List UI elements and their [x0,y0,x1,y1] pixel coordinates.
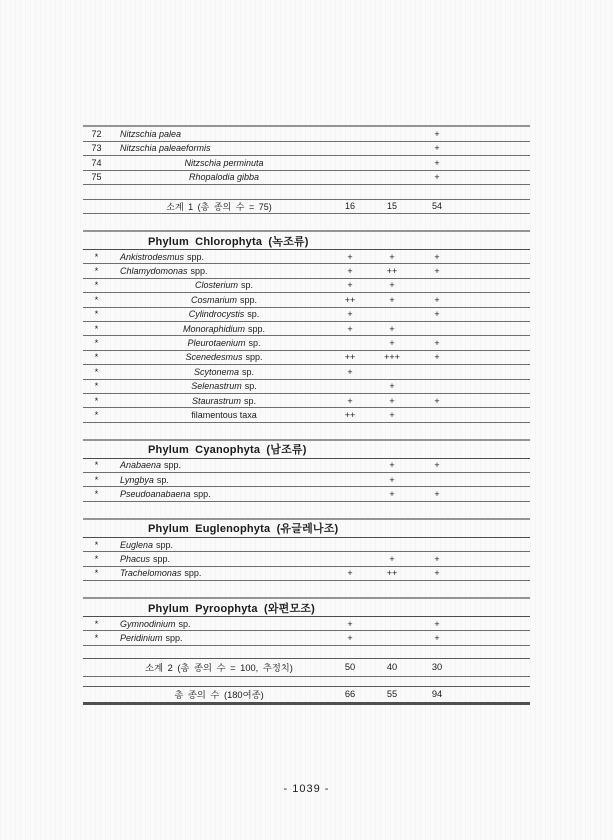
table-block [83,597,530,646]
species-name-text: Nitzschia palea [120,128,182,139]
value-cell: + [434,489,440,500]
value-cell: + [389,251,395,262]
value-cell: + [434,309,440,320]
asterisk-marker: * [94,280,99,291]
row-number: 75 [91,172,102,183]
section-title: Phylum Euglenophyta (유글레나조) [148,523,339,536]
value-cell: 54 [431,201,442,212]
species-row [83,336,530,350]
asterisk-marker: * [94,323,99,334]
species-name-text: Anabaena [120,460,162,471]
table-block [83,439,530,502]
summary-row [83,659,530,677]
value-cell: + [434,352,440,363]
species-name [110,554,330,564]
species-name-suffix: spp. [248,323,266,334]
value-cell: 16 [344,201,355,212]
table-block [83,230,530,423]
species-name [110,129,330,139]
asterisk-marker: * [94,395,99,406]
species-name-suffix: sp. [247,309,260,320]
value-cell: + [434,157,440,168]
species-name-text: Gymnodinium [120,618,176,629]
species-row [83,308,530,322]
species-name-text: filamentous taxa [191,409,257,420]
value-cell: + [389,409,395,420]
species-row [83,250,530,264]
species-row [83,365,530,379]
value-cell: + [434,294,440,305]
value-cell: ++ [344,409,356,420]
species-row [83,380,530,394]
section-header-row [83,232,530,250]
asterisk-marker: * [94,474,99,485]
value-cell: + [347,568,353,579]
species-name [110,295,330,305]
section-title: Phylum Cyanophyta (남조류) [148,444,307,457]
value-cell: + [389,323,395,334]
species-name-text: Cosmarium [190,294,237,305]
species-name-text: Pleurotaenium [187,338,246,349]
species-name [110,280,330,290]
value-cell: + [347,251,353,262]
species-name [110,252,330,262]
species-row [83,322,530,336]
species-name-text: Scytonema [193,366,239,377]
species-row [83,567,530,581]
table-block [83,518,530,581]
species-name-text: Closterium [194,280,238,291]
value-cell: + [347,366,353,377]
spacer-row [83,185,530,200]
species-row [83,538,530,552]
section-header-row [83,441,530,459]
asterisk-marker: * [94,309,99,320]
species-name [110,143,330,153]
asterisk-marker: * [94,568,99,579]
value-cell: 66 [344,689,356,700]
species-name-text: Peridinium [120,633,163,644]
species-name-suffix: spp. [193,489,211,500]
table-block [83,125,530,214]
species-row [83,631,530,645]
asterisk-marker: * [94,618,99,629]
value-cell: + [389,489,395,500]
species-name [110,338,330,348]
value-cell: ++ [386,568,398,579]
value-cell: + [389,280,395,291]
summary-label: 소계 2 (총 종의 수 = 100, 추정치) [145,663,293,674]
species-row [83,351,530,365]
species-name [110,172,330,182]
asterisk-marker: * [94,460,99,471]
value-cell: 55 [386,689,398,700]
summary-row [83,200,530,215]
species-name-suffix: spp. [240,294,258,305]
species-name-text: Cylindrocystis [188,309,245,320]
value-cell: ++ [344,294,356,305]
species-name-suffix: spp. [164,460,182,471]
value-cell: + [434,618,440,629]
species-row [83,394,530,408]
value-cell: + [434,172,440,183]
species-name-text: Pseudoanabaena [120,489,191,500]
species-name-suffix: spp. [190,266,208,277]
value-cell: + [389,553,395,564]
species-row [83,459,530,473]
value-cell: + [389,474,395,485]
species-name-text: Trachelomonas [120,568,182,579]
value-cell: + [347,266,353,277]
species-name-text: Chlamydomonas [120,266,188,277]
species-row [83,487,530,501]
species-name-suffix: sp. [156,474,169,485]
value-cell: +++ [384,352,400,363]
asterisk-marker: * [94,366,99,377]
species-name [110,158,330,168]
species-name-suffix: sp. [241,280,254,291]
species-name-text: Nitzschia paleaeformis [120,143,211,154]
row-number: 73 [91,143,102,154]
section-header-row [83,599,530,617]
species-name-text: Lyngbya [120,474,154,485]
asterisk-marker: * [94,553,99,564]
row-number: 72 [91,128,102,139]
species-name-text: Rhopalodia gibba [188,172,260,183]
species-name [110,324,330,334]
value-cell: + [434,143,440,154]
species-name-suffix: sp. [244,395,257,406]
summary-label: 총 종의 수 (180여종) [174,690,264,701]
species-name [110,460,330,470]
species-name-suffix: sp. [244,381,257,392]
value-cell: + [434,553,440,564]
value-cell: + [434,395,440,406]
species-name [110,367,330,377]
species-row [83,293,530,307]
asterisk-marker: * [94,251,99,262]
value-cell: + [389,460,395,471]
value-cell: + [389,294,395,305]
species-name [110,266,330,276]
species-name [110,410,330,420]
species-name-text: Staurastrum [191,395,241,406]
asterisk-marker: * [94,489,99,500]
species-name [110,352,330,362]
asterisk-marker: * [94,294,99,305]
value-cell: + [434,266,440,277]
species-row [83,127,530,142]
species-row [83,473,530,487]
asterisk-marker: * [94,633,99,644]
species-name [110,633,330,643]
species-name-suffix: spp. [156,539,174,550]
species-name-suffix: sp. [178,618,191,629]
species-name-suffix: spp. [245,352,263,363]
species-row [83,264,530,278]
asterisk-marker: * [94,539,99,550]
value-cell: + [347,309,353,320]
asterisk-marker: * [94,409,99,420]
species-name-suffix: sp. [242,366,255,377]
species-name-text: Monoraphidium [182,323,246,334]
species-name-suffix: spp. [187,251,205,262]
species-name-text: Scenedesmus [185,352,243,363]
asterisk-marker: * [94,338,99,349]
species-name [110,381,330,391]
table-block [83,658,530,677]
species-name-text: Nitzschia perminuta [184,157,264,168]
value-cell: + [434,460,440,471]
value-cell: + [434,568,440,579]
species-name-text: Euglena [120,539,154,550]
species-row [83,156,530,171]
species-name [110,568,330,578]
summary-label: 소계 1 (총 종의 수 = 75) [166,201,272,212]
value-cell: + [389,395,395,406]
value-cell: + [389,338,395,349]
species-name [110,619,330,629]
value-cell: + [434,338,440,349]
value-cell: ++ [386,266,398,277]
value-cell: + [389,381,395,392]
value-cell: + [347,618,353,629]
value-cell: + [347,395,353,406]
page-number: - 1039 - [283,783,330,795]
species-name [110,489,330,499]
row-number: 74 [91,157,102,168]
asterisk-marker: * [94,266,99,277]
species-name-suffix: spp. [153,553,171,564]
value-cell: + [434,251,440,262]
asterisk-marker: * [94,352,99,363]
value-cell: 40 [386,662,398,673]
value-cell: 94 [431,689,443,700]
value-cell: 50 [344,662,356,673]
species-row [83,617,530,631]
species-row [83,171,530,186]
species-name-suffix: spp. [165,633,183,644]
species-row [83,279,530,293]
value-cell: + [347,633,353,644]
value-cell: 15 [386,201,397,212]
table-block [83,686,530,705]
species-name [110,309,330,319]
value-cell: + [347,280,353,291]
value-cell: 30 [431,662,443,673]
species-name-text: Selenastrum [191,381,242,392]
asterisk-marker: * [94,381,99,392]
value-cell: + [434,633,440,644]
value-cell: + [347,323,353,334]
species-name-text: Ankistrodesmus [120,251,185,262]
species-row [83,408,530,422]
species-name [110,540,330,550]
section-title: Phylum Chlorophyta (녹조류) [148,235,309,248]
species-row [83,142,530,157]
species-name-text: Phacus [120,553,151,564]
value-cell: ++ [344,352,356,363]
species-table [83,125,530,705]
species-row [83,552,530,566]
value-cell: + [434,128,440,139]
species-name-suffix: spp. [184,568,202,579]
species-name-suffix: sp. [248,338,261,349]
species-name [110,475,330,485]
section-header-row [83,520,530,538]
summary-row [83,687,530,705]
section-title: Phylum Pyroophyta (와편모조) [148,602,315,615]
species-name [110,396,330,406]
